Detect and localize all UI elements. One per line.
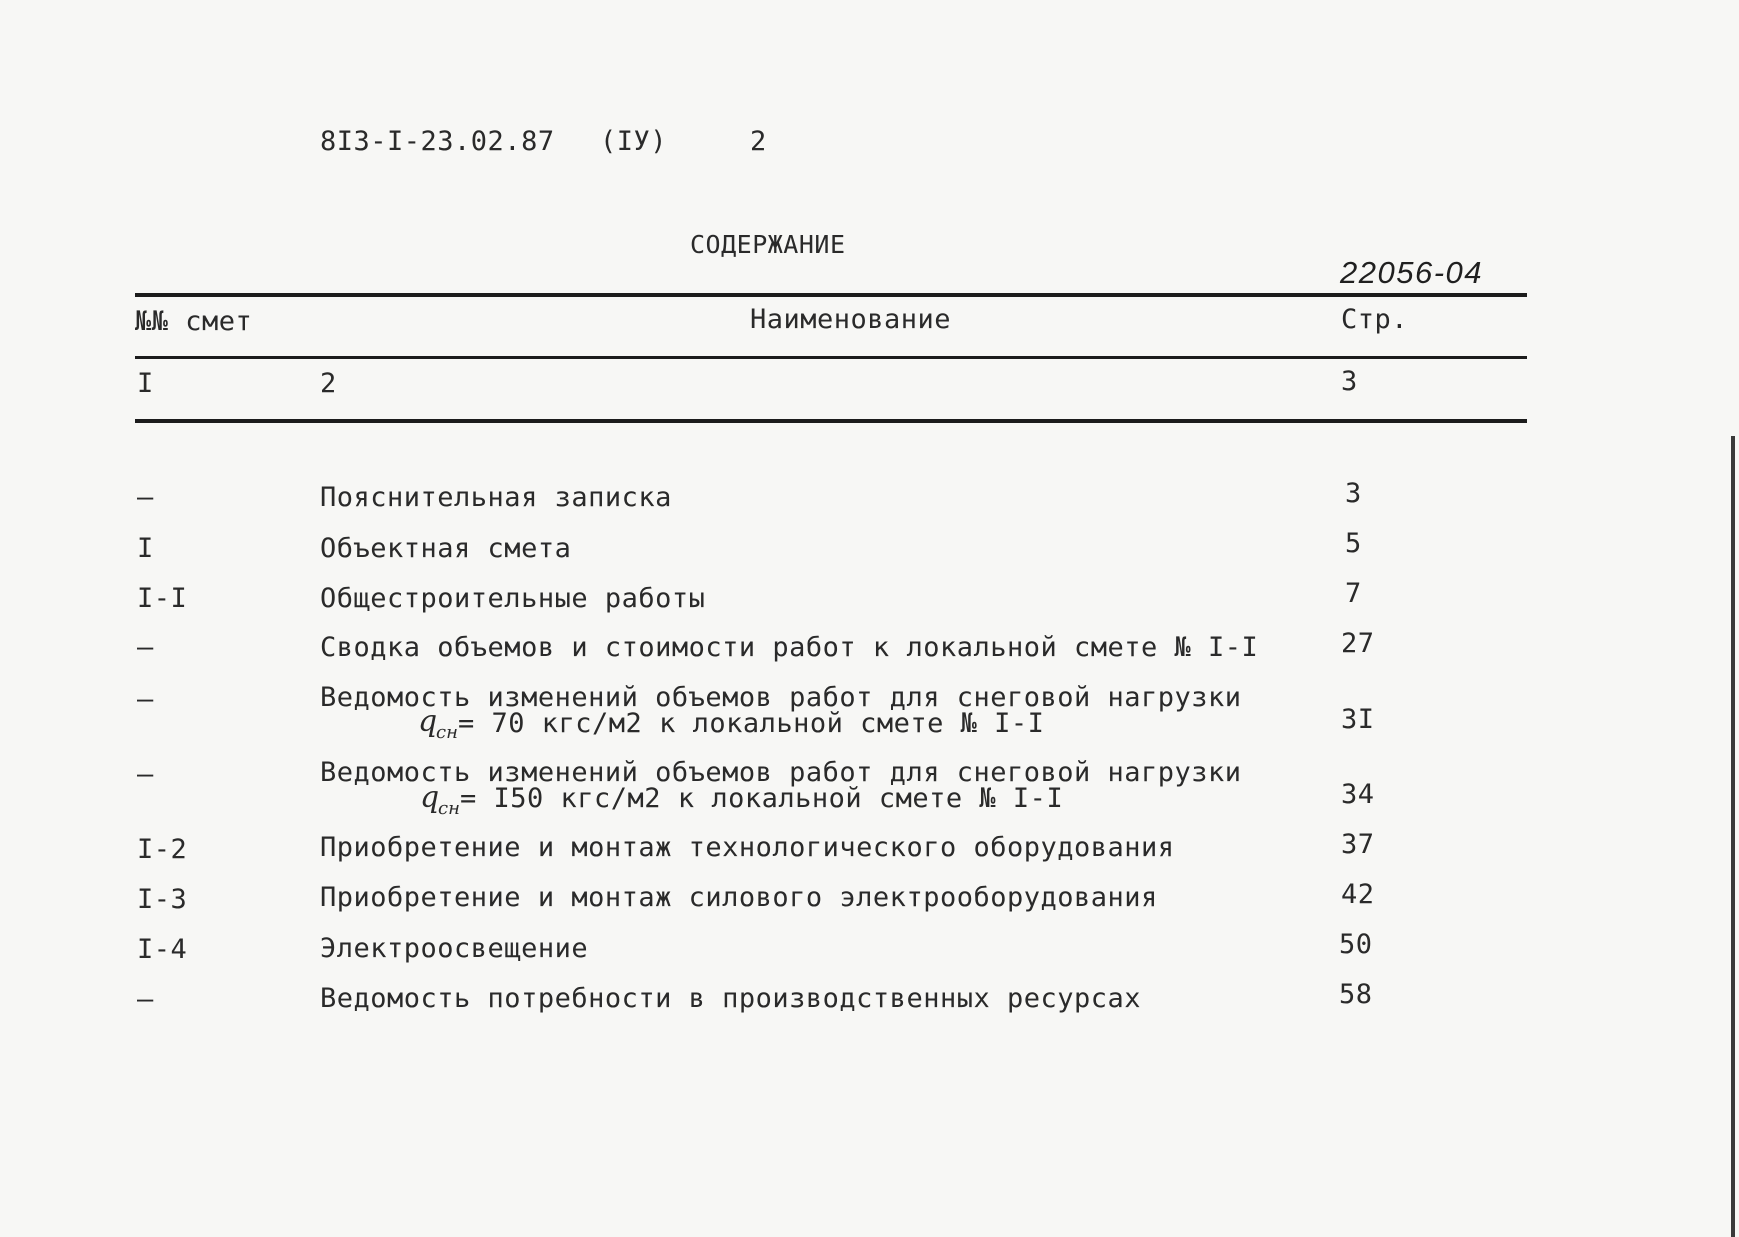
item-name: Приобретение и монтаж технологического оборудования [320,832,1175,863]
item-name: Объектная смета [320,533,572,564]
item-page: 5 [1345,528,1362,559]
item-page: 37 [1341,829,1375,860]
item-page: 7 [1345,578,1362,609]
snow-load-symbol [418,704,458,743]
symbol-subscript: сн [438,798,460,819]
item-name: Ведомость изменений объемов работ для снеговой нагрузки [320,682,1242,713]
item-number: – [137,984,154,1015]
item-number: I-I [137,583,188,614]
item-page: 3I [1341,704,1375,735]
symbol-q: q [418,704,438,739]
symbol-subscript: сн [436,722,458,743]
item-page: 50 [1339,929,1373,960]
column-header-number: №№ смет [135,306,253,337]
item-page: 58 [1339,979,1373,1010]
page-title: СОДЕРЖАНИЕ [690,230,846,259]
item-name: Электроосвещение [320,933,589,964]
item-page: 34 [1341,779,1375,810]
item-name-continuation: = I50 кгс/м2 к локальной смете № I-I [460,783,1064,814]
column-number-1: I [137,368,154,399]
table-numbers-rule [135,419,1527,423]
item-name: Пояснительная записка [320,482,672,513]
item-number: – [137,482,154,513]
handwritten-number: 22056-04 [1340,255,1484,290]
item-number: I [137,533,154,564]
column-header-page: Стр. [1341,304,1409,335]
column-number-2: 2 [320,368,337,399]
scan-edge-line [1731,436,1735,1237]
table-header-rule [135,356,1527,359]
item-name: Ведомость потребности в производственных ресурсах [320,983,1142,1014]
document-code: 8I3-I-23.02.87 [320,126,555,157]
table-top-rule [135,293,1527,297]
item-name-continuation: = 70 кгс/м2 к локальной смете № I-I [458,708,1045,739]
item-number: I-4 [137,934,188,965]
item-number: I-2 [137,834,188,865]
page-number: 2 [750,126,767,157]
item-page: 3 [1345,478,1362,509]
item-page: 27 [1341,628,1375,659]
volume-label: (IУ) [600,126,668,157]
item-name: Сводка объемов и стоимости работ к локальной смете № I-I [320,632,1259,663]
item-name: Общестроительные работы [320,583,706,614]
item-number: I-3 [137,884,188,915]
item-name: Приобретение и монтаж силового электрооборудования [320,882,1158,913]
column-header-name: Наименование [750,304,952,335]
symbol-q: q [420,780,440,815]
item-number: – [137,759,154,790]
item-number: – [137,684,154,715]
item-page: 42 [1341,879,1375,910]
snow-load-symbol [420,780,460,819]
item-number: – [137,632,154,663]
column-number-3: 3 [1341,366,1358,397]
item-name: Ведомость изменений объемов работ для снеговой нагрузки [320,757,1242,788]
